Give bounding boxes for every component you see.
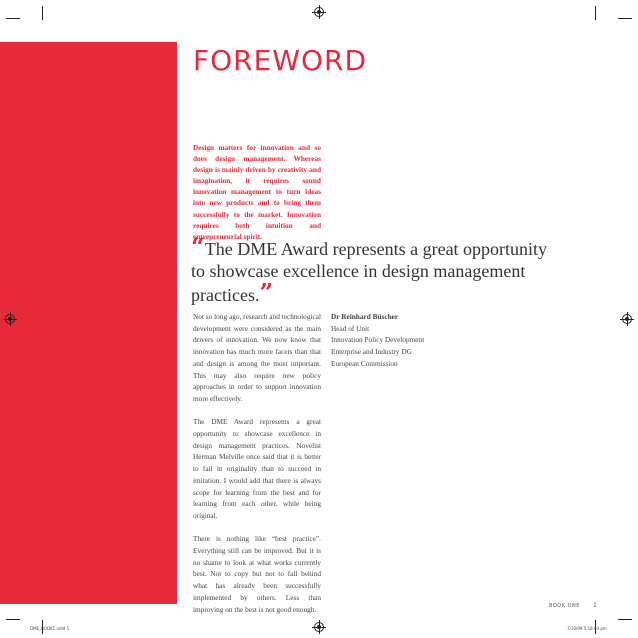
registration-mark-icon bbox=[314, 7, 324, 17]
crop-mark-tr-v bbox=[595, 6, 596, 20]
signature-line: Head of Unit bbox=[331, 323, 370, 333]
crop-mark-br-h bbox=[618, 619, 632, 620]
signature-line: Enterprise and Industry DG bbox=[331, 347, 412, 357]
registration-mark-icon bbox=[622, 314, 632, 324]
signature-line: Innovation Policy Development bbox=[331, 335, 425, 345]
page-number: 1 bbox=[593, 602, 597, 609]
registration-mark-icon bbox=[5, 314, 15, 324]
footer-label: BOOK ONE bbox=[549, 603, 580, 609]
body-column bbox=[193, 311, 321, 627]
crop-mark-tl-v bbox=[42, 6, 43, 20]
crop-mark-bl-h bbox=[6, 619, 20, 620]
open-quote-mark: “ bbox=[191, 232, 205, 261]
pull-quote bbox=[191, 232, 551, 307]
crop-mark-tr-h bbox=[618, 18, 632, 19]
body-paragraph: There is nothing like “best practice”. Everything still can be improved. But it is no shame to look at what works currently best. Not to copy but not to fall behind what has already been successfully implemented by others. Less than improving on the best is not good enough. bbox=[193, 534, 321, 614]
crop-mark-tl-h bbox=[6, 18, 20, 19]
body-paragraph: Not so long ago, research and technological development were considered as the main drivers of innovation. We now know that innovation has much more facets than that and design is among the most important. This may also require new policy approaches in order to support innovation more effectively. bbox=[193, 312, 321, 403]
signature-name: Dr Reinhard Büscher bbox=[331, 312, 399, 321]
body-paragraph: The DME Award represents a great opportunity to showcase excellence in design management practices. Novelist Herman Melville once said that it is better to fail in originality than to succeed in imitation. I would add that there is always scope for learning from the best and for learning from each other, while being original. bbox=[193, 417, 321, 520]
slug-timestamp: 7/10/09 5:18:03 pm bbox=[567, 626, 607, 631]
signature-line: European Commission bbox=[331, 358, 398, 368]
pull-quote-text: The DME Award represents a great opportunity to showcase excellence in design management practices. bbox=[191, 239, 548, 305]
red-side-panel bbox=[0, 42, 177, 604]
page-title: FOREWORD bbox=[193, 44, 368, 77]
close-quote-mark: ” bbox=[259, 278, 274, 307]
slug-filename: DME_BOOK1.indd 5 bbox=[30, 626, 70, 631]
signature-block bbox=[331, 311, 481, 370]
intro-paragraph: Design matters for innovation and so does design management. Whereas design is mainly driven by creativity and imagination, it requires sound innovation management to turn ideas into new products and to bring them successfully to the market. Innovation requires both intuition and entrepreneurial spirit. bbox=[193, 143, 321, 241]
